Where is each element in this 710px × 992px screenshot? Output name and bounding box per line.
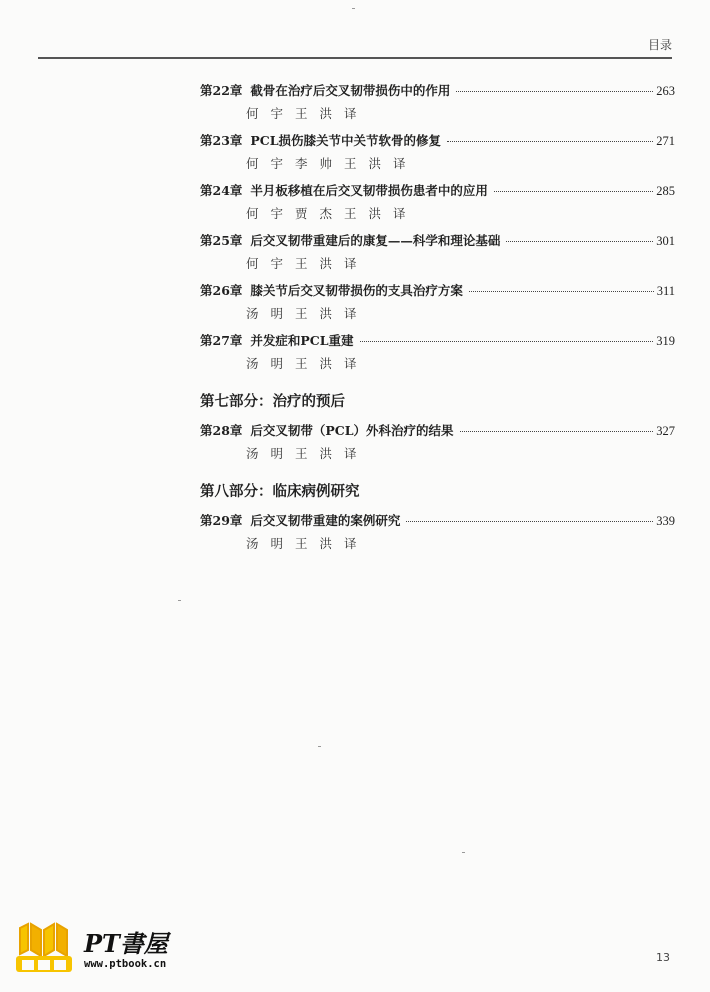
chapter-page-number: 285 [656, 184, 675, 198]
toc-entry[interactable] [200, 231, 675, 281]
chapter-number: 第26章 [200, 283, 243, 298]
part-heading: 第七部分：治疗的预后 [200, 393, 345, 410]
chapter-number: 第25章 [200, 233, 243, 248]
chapter-number: 第22章 [200, 83, 243, 98]
toc-entry-line [200, 231, 675, 253]
site-logo [14, 920, 214, 976]
toc-entry-line [200, 81, 675, 103]
header-rule [38, 57, 672, 59]
chapter-translators: 何宇王洪译 [246, 106, 369, 121]
chapter-number: 第28章 [200, 423, 243, 438]
table-of-contents [200, 81, 675, 561]
chapter-title: 半月板移植在后交叉韧带损伤患者中的应用 [250, 183, 488, 198]
dot-leader [447, 141, 653, 142]
running-header: 目录 [647, 38, 672, 52]
chapter-page-number: 271 [656, 134, 675, 148]
chapter-number: 第29章 [200, 513, 243, 528]
chapter-translators: 何宇李帅王洪译 [246, 156, 418, 171]
toc-entry-line [200, 181, 675, 203]
chapter-number: 第27章 [200, 333, 243, 348]
chapter-translators: 何宇王洪译 [246, 256, 369, 271]
dot-leader [506, 241, 653, 242]
chapter-translators: 汤明王洪译 [246, 356, 369, 371]
books-logo-icon [14, 920, 76, 976]
chapter-title: 截骨在治疗后交叉韧带损伤中的作用 [250, 83, 451, 98]
chapter-number: 第23章 [200, 133, 243, 148]
chapter-number: 第24章 [200, 183, 243, 198]
chapter-page-number: 327 [656, 424, 675, 438]
chapter-translators: 汤明王洪译 [246, 306, 369, 321]
chapter-title: 后交叉韧带重建后的康复——科学和理论基础 [250, 233, 501, 248]
toc-entry[interactable] [200, 281, 675, 331]
chapter-page-number: 319 [656, 334, 675, 348]
logo-url[interactable]: www.ptbook.cn [84, 958, 167, 970]
dot-leader [469, 291, 654, 292]
toc-entry-line [200, 281, 675, 303]
toc-entry[interactable] [200, 331, 675, 381]
chapter-title: 后交叉韧带重建的案例研究 [250, 513, 401, 528]
chapter-translators: 汤明王洪译 [246, 446, 369, 461]
scan-speck [352, 8, 355, 9]
toc-entry-line [200, 421, 675, 443]
part-heading: 第八部分：临床病例研究 [200, 483, 360, 500]
chapter-title: 后交叉韧带（PCL）外科治疗的结果 [250, 423, 454, 438]
toc-entry[interactable] [200, 181, 675, 231]
chapter-page-number: 311 [656, 284, 675, 298]
dot-leader [494, 191, 653, 192]
dot-leader [406, 521, 653, 522]
dot-leader [360, 341, 654, 342]
page-number: 13 [656, 951, 670, 964]
scan-speck [318, 746, 321, 747]
chapter-translators: 何宇贾杰王洪译 [246, 206, 418, 221]
logo-title: PT書屋 [84, 929, 168, 958]
toc-entry[interactable] [200, 81, 675, 131]
chapter-translators: 汤明王洪译 [246, 536, 369, 551]
chapter-title: 并发症和PCL重建 [250, 333, 354, 348]
chapter-page-number: 339 [656, 514, 675, 528]
toc-entry-line [200, 331, 675, 353]
toc-entry[interactable] [200, 131, 675, 181]
chapter-page-number: 263 [656, 84, 675, 98]
chapter-title: 膝关节后交叉韧带损伤的支具治疗方案 [250, 283, 463, 298]
chapter-title: PCL损伤膝关节中关节软骨的修复 [250, 133, 442, 148]
scan-speck [178, 600, 181, 601]
toc-entry[interactable] [200, 511, 675, 561]
scan-speck [462, 852, 465, 853]
toc-entry[interactable] [200, 421, 675, 471]
dot-leader [456, 91, 653, 92]
toc-entry-line [200, 511, 675, 533]
dot-leader [460, 431, 654, 432]
toc-entry-line [200, 131, 675, 153]
chapter-page-number: 301 [656, 234, 675, 248]
